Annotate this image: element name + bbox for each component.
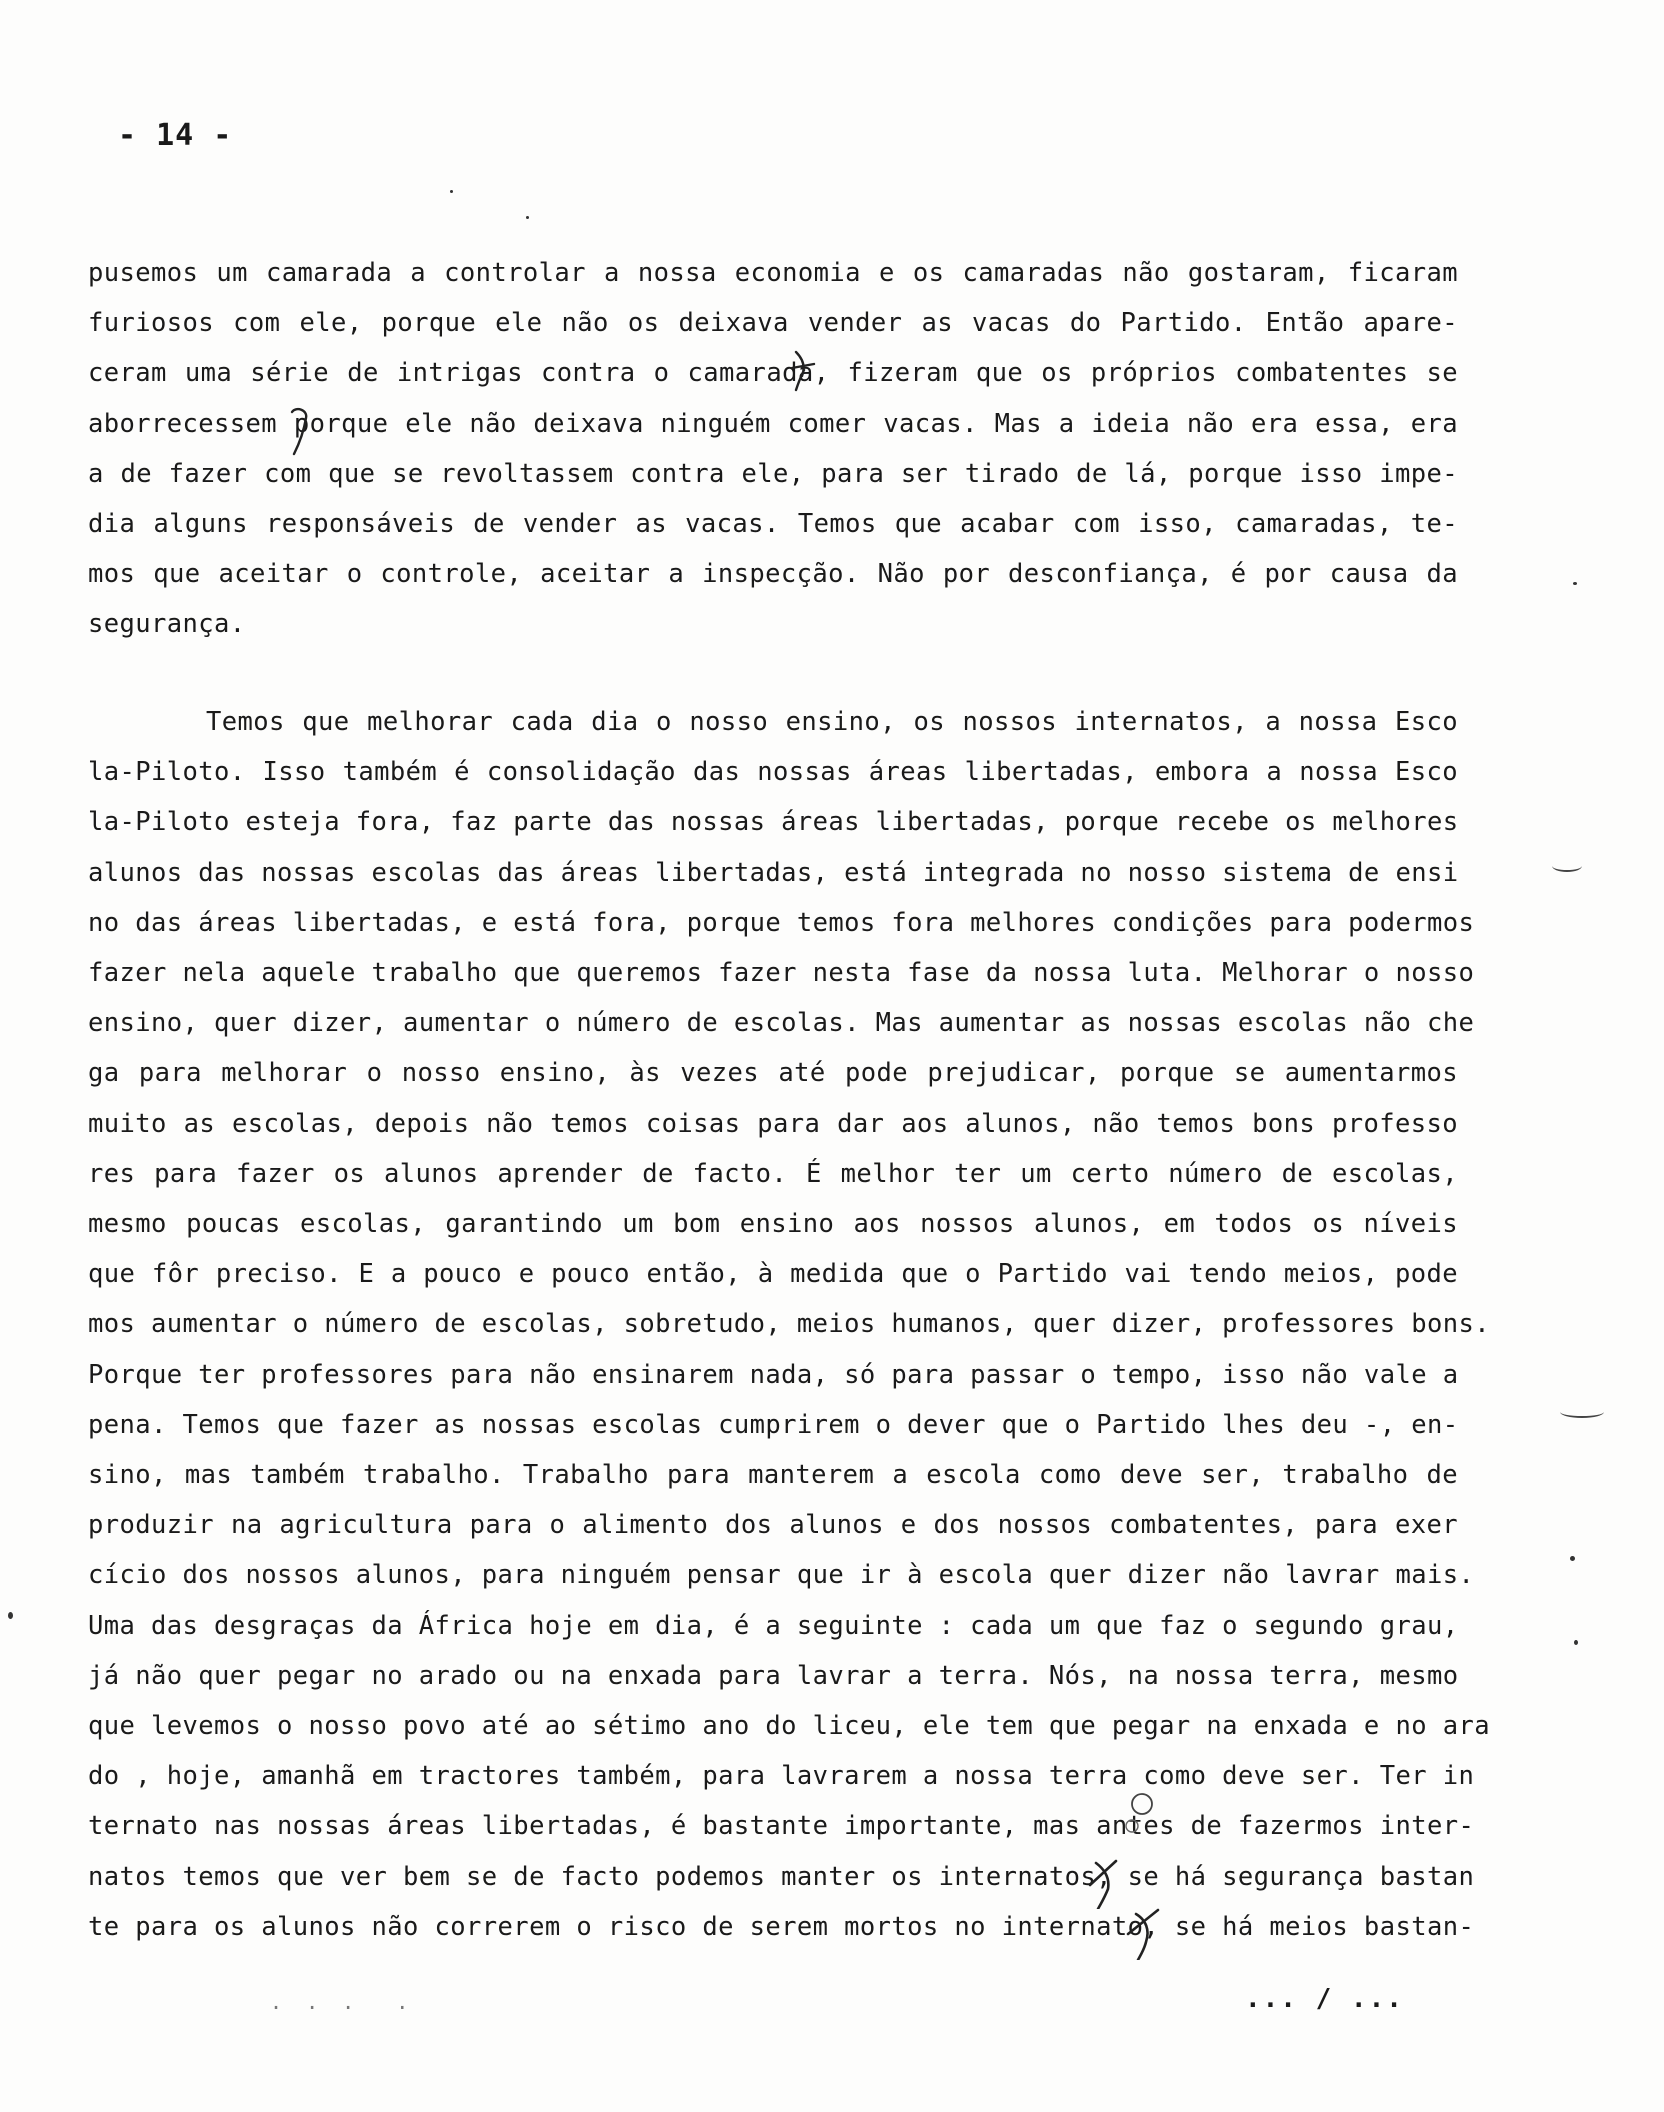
text-line: mos aumentar o número de escolas, sobretudo, meios humanos, quer dizer, professores bons.	[88, 1309, 1490, 1340]
text-line: que fôr preciso. E a pouco e pouco então, à medida que o Partido vai tendo meios, pode	[88, 1259, 1458, 1290]
continuation-marker: ... / ...	[1245, 1984, 1404, 2014]
text-line: dia alguns responsáveis de vender as vacas. Temos que acabar com isso, camaradas, te-	[88, 509, 1458, 540]
text-line: a de fazer com que se revoltassem contra ele, para ser tirado de lá, porque isso impe-	[88, 458, 1458, 489]
text-line: pusemos um camarada a controlar a nossa economia e os camaradas não gostaram, ficaram	[88, 258, 1458, 288]
text-line: ensino, quer dizer, aumentar o número de escolas. Mas aumentar as nossas escolas não che	[88, 1008, 1475, 1039]
scan-artifact	[1570, 1556, 1575, 1561]
text-line: Temos que melhorar cada dia o nosso ensino, os nossos internatos, a nossa Esco	[206, 707, 1458, 737]
paragraph-2	[88, 697, 1490, 1952]
pen-correction-mark	[1124, 1904, 1164, 1960]
text-line: aborrecessem porque ele não deixava ninguém comer vacas. Mas a ideia não era essa, era	[88, 408, 1458, 439]
text-line: la-Piloto. Isso também é consolidação das nossas áreas libertadas, embora a nossa Esco	[88, 757, 1458, 788]
text-line: Uma das desgraças da África hoje em dia, é a seguinte : cada um que faz o segundo grau,	[88, 1610, 1459, 1641]
scan-artifact	[8, 1612, 13, 1619]
page-number: - 14 -	[118, 118, 233, 153]
pen-correction-mark	[1120, 1790, 1160, 1840]
text-line: res para fazer os alunos aprender de facto. É melhor ter um certo número de escolas,	[88, 1158, 1458, 1189]
scan-artifact	[1560, 1406, 1604, 1418]
scan-artifact	[1574, 1640, 1578, 1645]
scan-dots: . . . .	[270, 1990, 415, 2014]
text-line: mos que aceitar o controle, aceitar a inspecção. Não por desconfiança, é por causa da	[88, 559, 1458, 590]
text-line: cício dos nossos alunos, para ninguém pensar que ir à escola quer dizer não lavrar mais.	[88, 1560, 1475, 1591]
text-line: furiosos com ele, porque ele não os deixava vender as vacas do Partido. Então apare-	[88, 308, 1458, 339]
text-line: alunos das nossas escolas das áreas libertadas, está integrada no nosso sistema de ensi	[88, 857, 1459, 888]
text-line: sino, mas também trabalho. Trabalho para manterem a escola como deve ser, trabalho de	[88, 1460, 1458, 1491]
scan-artifact	[526, 216, 529, 219]
text-line: te para os alunos não correrem o risco de serem mortos no internato, se há meios bastan-	[88, 1911, 1475, 1942]
scan-artifact	[1573, 582, 1577, 585]
text-line: produzir na agricultura para o alimento dos alunos e dos nossos combatentes, para exer	[88, 1510, 1458, 1541]
text-line: no das áreas libertadas, e está fora, porque temos fora melhores condições para podermos	[88, 907, 1475, 938]
text-line: ceram uma série de intrigas contra o camarada, fizeram que os próprios combatentes se	[88, 358, 1458, 389]
text-line: pena. Temos que fazer as nossas escolas cumprirem o dever que o Partido lhes deu -, en-	[88, 1409, 1459, 1440]
text-line: la-Piloto esteja fora, faz parte das nossas áreas libertadas, porque recebe os melhores	[88, 807, 1459, 838]
text-line: muito as escolas, depois não temos coisas para dar aos alunos, não temos bons professo	[88, 1108, 1458, 1139]
pen-correction-mark	[1086, 1855, 1122, 1909]
scan-artifact	[1552, 860, 1582, 872]
scan-artifact	[450, 190, 453, 193]
text-line: natos temos que ver bem se de facto podemos manter os internatos, se há segurança bastan	[88, 1861, 1475, 1892]
text-line: ga para melhorar o nosso ensino, às vezes até pode prejudicar, porque se aumentarmos	[88, 1058, 1458, 1089]
text-line: segurança.	[88, 609, 246, 640]
pen-correction-mark	[788, 346, 822, 392]
pen-correction-mark	[286, 398, 316, 456]
text-line: que levemos o nosso povo até ao sétimo ano do liceu, ele tem que pegar na enxada e no ara	[88, 1711, 1490, 1742]
text-line: fazer nela aquele trabalho que queremos fazer nesta fase da nossa luta. Melhorar o nosso	[88, 958, 1475, 989]
text-line: ternato nas nossas áreas libertadas, é bastante importante, mas antes de fazermos inter-	[88, 1811, 1475, 1842]
text-line: do , hoje, amanhã em tractores também, para lavrarem a nossa terra como deve ser. Ter in	[88, 1761, 1475, 1792]
text-line: já não quer pegar no arado ou na enxada para lavrar a terra. Nós, na nossa terra, mesmo	[88, 1660, 1459, 1691]
text-line: mesmo poucas escolas, garantindo um bom ensino aos nossos alunos, em todos os níveis	[88, 1209, 1458, 1240]
text-line: Porque ter professores para não ensinarem nada, só para passar o tempo, isso não vale a	[88, 1359, 1459, 1390]
